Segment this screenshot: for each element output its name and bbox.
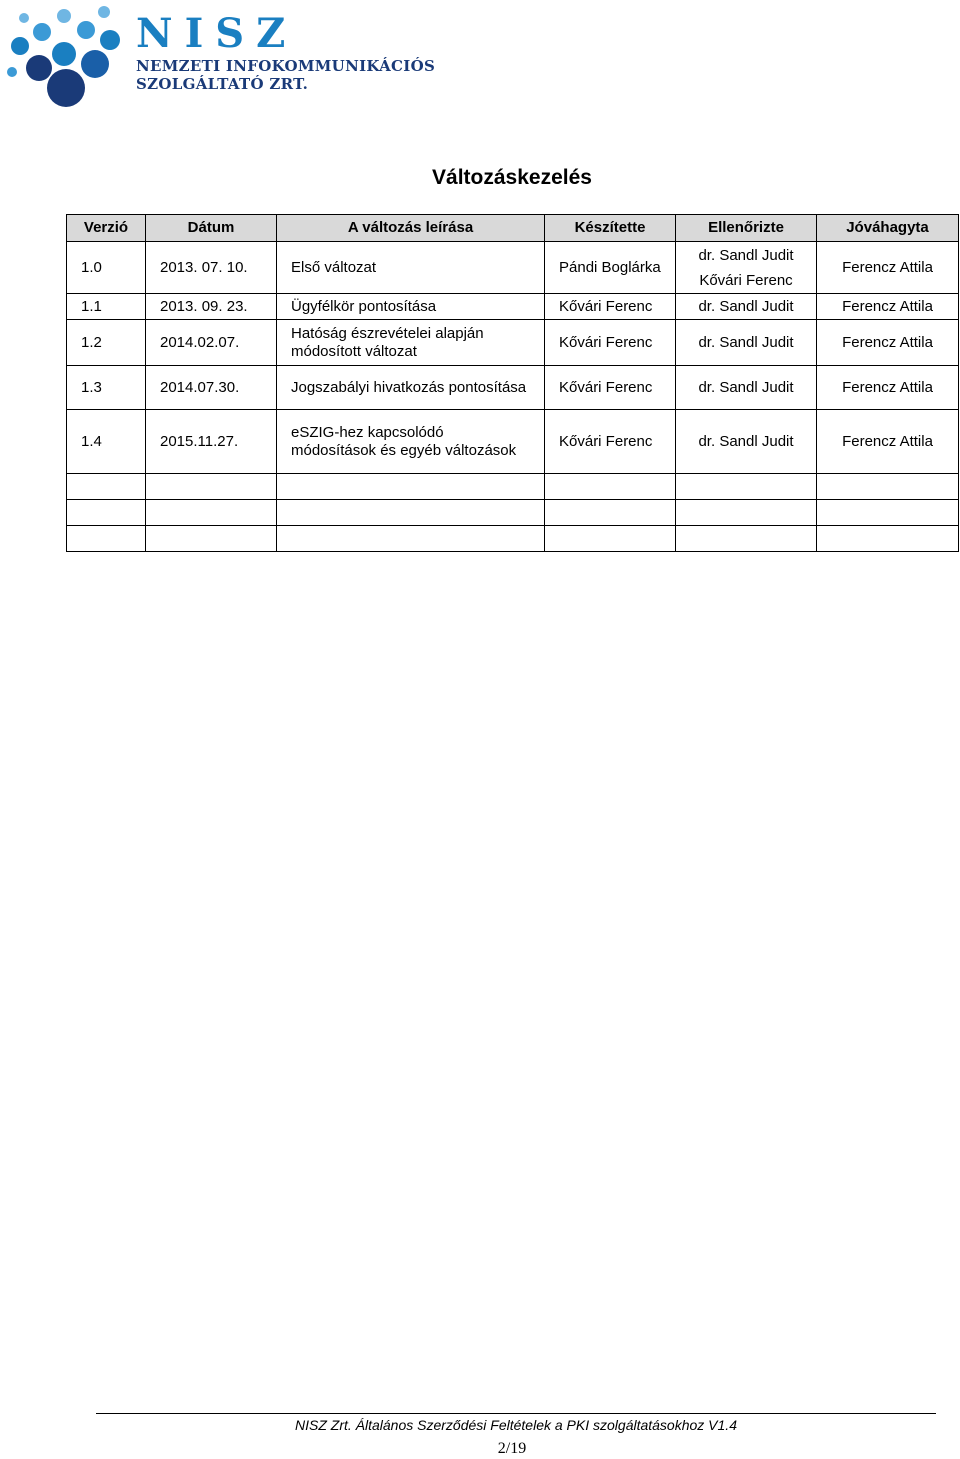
- cell-version: 1.2: [67, 320, 146, 366]
- change-log-table: [66, 214, 959, 552]
- empty-cell: [146, 526, 277, 552]
- empty-cell: [67, 500, 146, 526]
- cell-description: Ügyfélkör pontosítása: [277, 294, 545, 320]
- empty-cell: [277, 500, 545, 526]
- header-date: Dátum: [146, 215, 277, 242]
- header-approved-by: Jóváhagyta: [817, 215, 959, 242]
- cell-checked-by: [676, 242, 817, 294]
- header-checked-by: Ellenőrizte: [676, 215, 817, 242]
- cell-approved-by: Ferencz Attila: [817, 366, 959, 410]
- cell-version: 1.4: [67, 410, 146, 474]
- empty-cell: [817, 474, 959, 500]
- table-row: [67, 410, 959, 474]
- empty-cell: [817, 500, 959, 526]
- cell-made-by: Pándi Boglárka: [545, 242, 676, 294]
- nisz-logo: [6, 2, 436, 114]
- cell-checked-by: dr. Sandl Judit: [676, 320, 817, 366]
- empty-cell: [146, 474, 277, 500]
- cell-date: 2014.07.30.: [146, 366, 277, 410]
- table-row: [67, 366, 959, 410]
- cell-date: 2015.11.27.: [146, 410, 277, 474]
- empty-cell: [545, 526, 676, 552]
- table-row: [67, 320, 959, 366]
- logo-line-1: NEMZETI INFOKOMMUNIKÁCIÓS: [136, 57, 436, 75]
- nisz-logo-mark-icon: [6, 2, 126, 114]
- cell-description: Hatóság észrevételei alapján módosított változat: [277, 320, 545, 366]
- empty-row: [67, 474, 959, 500]
- empty-cell: [545, 500, 676, 526]
- empty-row: [67, 500, 959, 526]
- cell-made-by: Kővári Ferenc: [545, 410, 676, 474]
- logo-line-2: SZOLGÁLTATÓ ZRT.: [136, 75, 309, 93]
- footer-divider: [96, 1413, 936, 1414]
- footer-text: NISZ Zrt. Általános Szerződési Feltételek a PKI szolgáltatásokhoz V1.4: [295, 1417, 737, 1433]
- empty-cell: [67, 474, 146, 500]
- cell-approved-by: Ferencz Attila: [817, 320, 959, 366]
- cell-description: Első változat: [277, 242, 545, 294]
- cell-date: 2014.02.07.: [146, 320, 277, 366]
- table-row: [67, 242, 959, 294]
- header-version: Verzió: [67, 215, 146, 242]
- empty-cell: [146, 500, 277, 526]
- logo-name: NISZ: [136, 10, 298, 57]
- cell-checked-by: dr. Sandl Judit: [676, 410, 817, 474]
- checked-by-name: Kővári Ferenc: [699, 271, 793, 289]
- table-header-row: [67, 215, 959, 242]
- page-number: 2/19: [497, 1440, 527, 1457]
- cell-checked-by: dr. Sandl Judit: [676, 294, 817, 320]
- cell-approved-by: Ferencz Attila: [817, 410, 959, 474]
- cell-approved-by: Ferencz Attila: [817, 294, 959, 320]
- cell-description: Jogszabályi hivatkozás pontosítása: [277, 366, 545, 410]
- cell-made-by: Kővári Ferenc: [545, 366, 676, 410]
- table-row: [67, 294, 959, 320]
- empty-cell: [676, 526, 817, 552]
- empty-cell: [277, 474, 545, 500]
- header-description: A változás leírása: [277, 215, 545, 242]
- empty-cell: [676, 500, 817, 526]
- cell-version: 1.3: [67, 366, 146, 410]
- cell-made-by: Kővári Ferenc: [545, 294, 676, 320]
- cell-description: eSZIG-hez kapcsolódó módosítások és egyéb változások: [277, 410, 545, 474]
- checked-by-name: dr. Sandl Judit: [698, 246, 794, 264]
- empty-cell: [545, 474, 676, 500]
- empty-cell: [817, 526, 959, 552]
- header-made-by: Készítette: [545, 215, 676, 242]
- cell-date: 2013. 07. 10.: [146, 242, 277, 294]
- empty-cell: [277, 526, 545, 552]
- empty-row: [67, 526, 959, 552]
- cell-checked-by: dr. Sandl Judit: [676, 366, 817, 410]
- cell-approved-by: Ferencz Attila: [817, 242, 959, 294]
- empty-cell: [67, 526, 146, 552]
- page-title: Változáskezelés: [432, 166, 592, 189]
- empty-cell: [676, 474, 817, 500]
- cell-made-by: Kővári Ferenc: [545, 320, 676, 366]
- cell-version: 1.0: [67, 242, 146, 294]
- cell-date: 2013. 09. 23.: [146, 294, 277, 320]
- cell-version: 1.1: [67, 294, 146, 320]
